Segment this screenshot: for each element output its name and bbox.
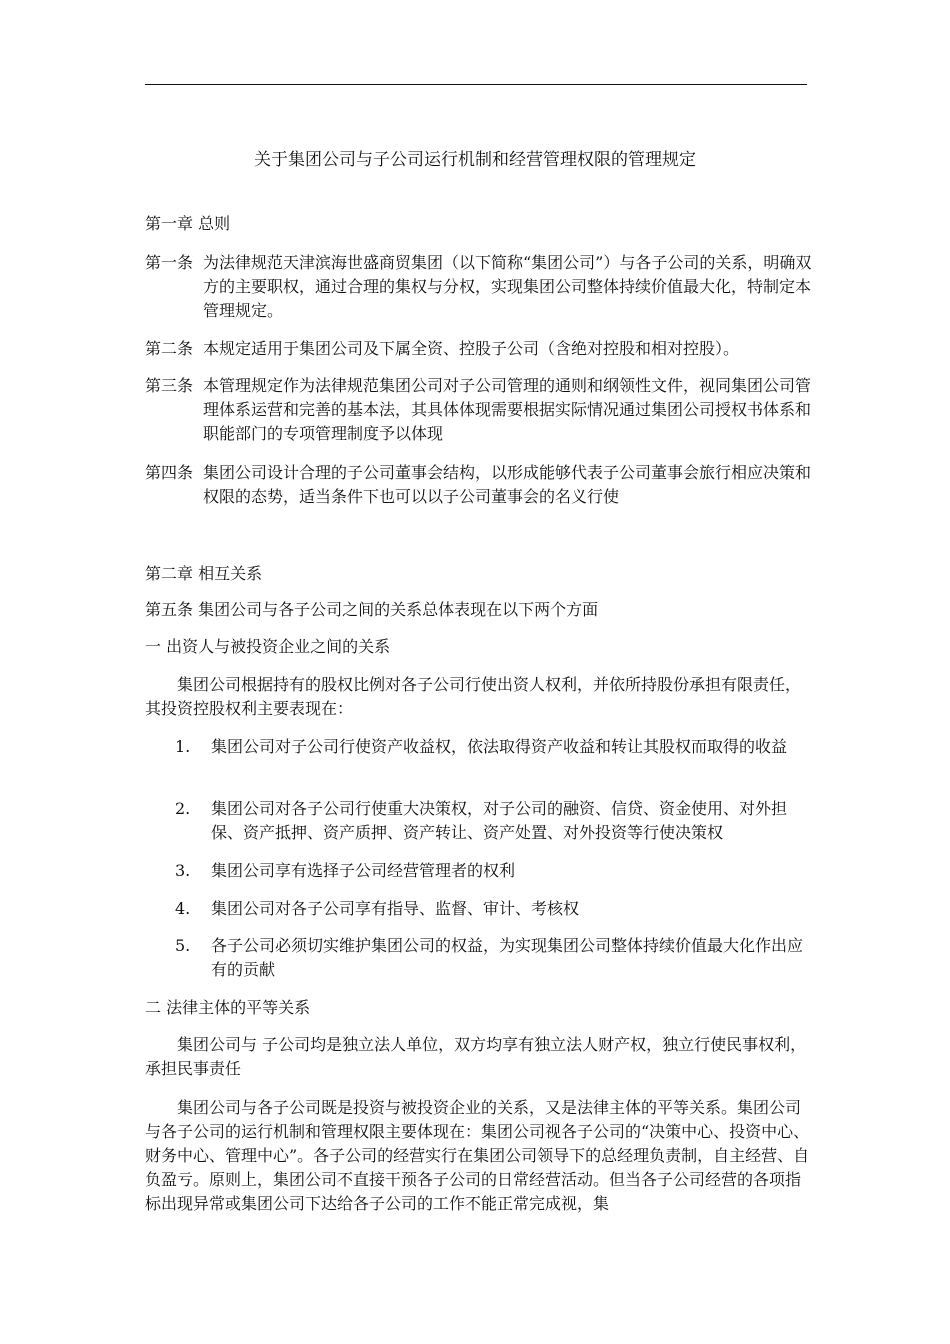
article-number: 第二条	[145, 339, 194, 358]
section-1-heading: 一 出资人与被投资企业之间的关系	[145, 637, 391, 656]
article-4	[145, 461, 815, 509]
header-rule	[145, 84, 807, 85]
chapter-1-heading: 第一章 总则	[145, 214, 231, 233]
list-item	[175, 934, 815, 982]
list-number: 3.	[175, 861, 191, 880]
article-3	[145, 374, 815, 446]
list-number: 5.	[175, 936, 191, 955]
list-text: 集团公司享有选择子公司经营管理者的权利	[211, 861, 516, 880]
list-text: 集团公司对各子公司享有指导、监督、审计、考核权	[211, 899, 580, 918]
article-2	[145, 337, 815, 361]
article-text: 本规定适用于集团公司及下属全资、控股子公司（含绝对控股和相对控股）。	[203, 339, 740, 358]
article-text: 本管理规定作为法律规范集团公司对子公司管理的通则和纲领性文件，视同集团公司管理体系运营和完善的基本法，其具体体现需要根据实际情况通过集团公司授权书体系和职能部门的专项管理制度予以体现	[203, 376, 812, 443]
document-title: 关于集团公司与子公司运行机制和经营管理权限的管理规定	[254, 150, 696, 170]
section-2-heading: 二 法律主体的平等关系	[145, 998, 311, 1017]
list-item	[175, 797, 815, 845]
list-number: 2.	[175, 799, 191, 818]
article-1	[145, 251, 815, 323]
article-5: 第五条 集团公司与各子公司之间的关系总体表现在以下两个方面	[145, 600, 599, 619]
list-number: 1.	[175, 737, 191, 756]
chapter-2-heading: 第二章 相互关系	[145, 564, 263, 583]
section-1-paragraph: 集团公司根据持有的股权比例对各子公司行使出资人权利，并依所持股份承担有限责任，其投资控股权利主要表现在：	[145, 675, 802, 718]
list-item	[175, 735, 815, 759]
article-text: 为法律规范天津滨海世盛商贸集团（以下简称“集团公司”）与各子公司的关系，明确双方的主要职权，通过合理的集权与分权，实现集团公司整体持续价值最大化，特制定本管理规定。	[203, 253, 812, 320]
article-number: 第一条	[145, 253, 194, 272]
section-2-paragraph-2: 集团公司与各子公司既是投资与被投资企业的关系，又是法律主体的平等关系。集团公司与各子公司的运行机制和管理权限主要体现在：集团公司视各子公司的“决策中心、投资中心、财务中心、管理中心”。各子公司的经营实行在集团公司领导下的总经理负责制，自主经营、自负盈亏。原则上，集团公司不直接干预各子公司的日常经营活动。但当各子公司经营的各项指标出现异常或集团公司下达给各子公司的工作不能正常完成视，集	[145, 1098, 810, 1213]
article-number: 第三条	[145, 376, 194, 395]
article-text: 集团公司设计合理的子公司董事会结构，以形成能够代表子公司董事会旅行相应决策和权限的态势，适当条件下也可以以子公司董事会的名义行使	[203, 463, 812, 506]
list-item	[175, 859, 815, 883]
list-text: 集团公司对子公司行使资产收益权，依法取得资产收益和转让其股权而取得的收益	[211, 737, 788, 756]
list-text: 各子公司必须切实维护集团公司的权益，为实现集团公司整体持续价值最大化作出应有的贡献	[211, 936, 804, 979]
list-item	[175, 897, 815, 921]
list-text: 集团公司对各子公司行使重大决策权，对子公司的融资、信贷、资金使用、对外担保、资产抵押、资产质押、资产转让、资产处置、对外投资等行使决策权	[211, 799, 788, 842]
section-2-paragraph-1: 集团公司与 子公司均是独立法人单位，双方均享有独立法人财产权，独立行使民事权利，承担民事责任	[145, 1035, 807, 1078]
article-number: 第四条	[145, 463, 194, 482]
list-number: 4.	[175, 899, 191, 918]
